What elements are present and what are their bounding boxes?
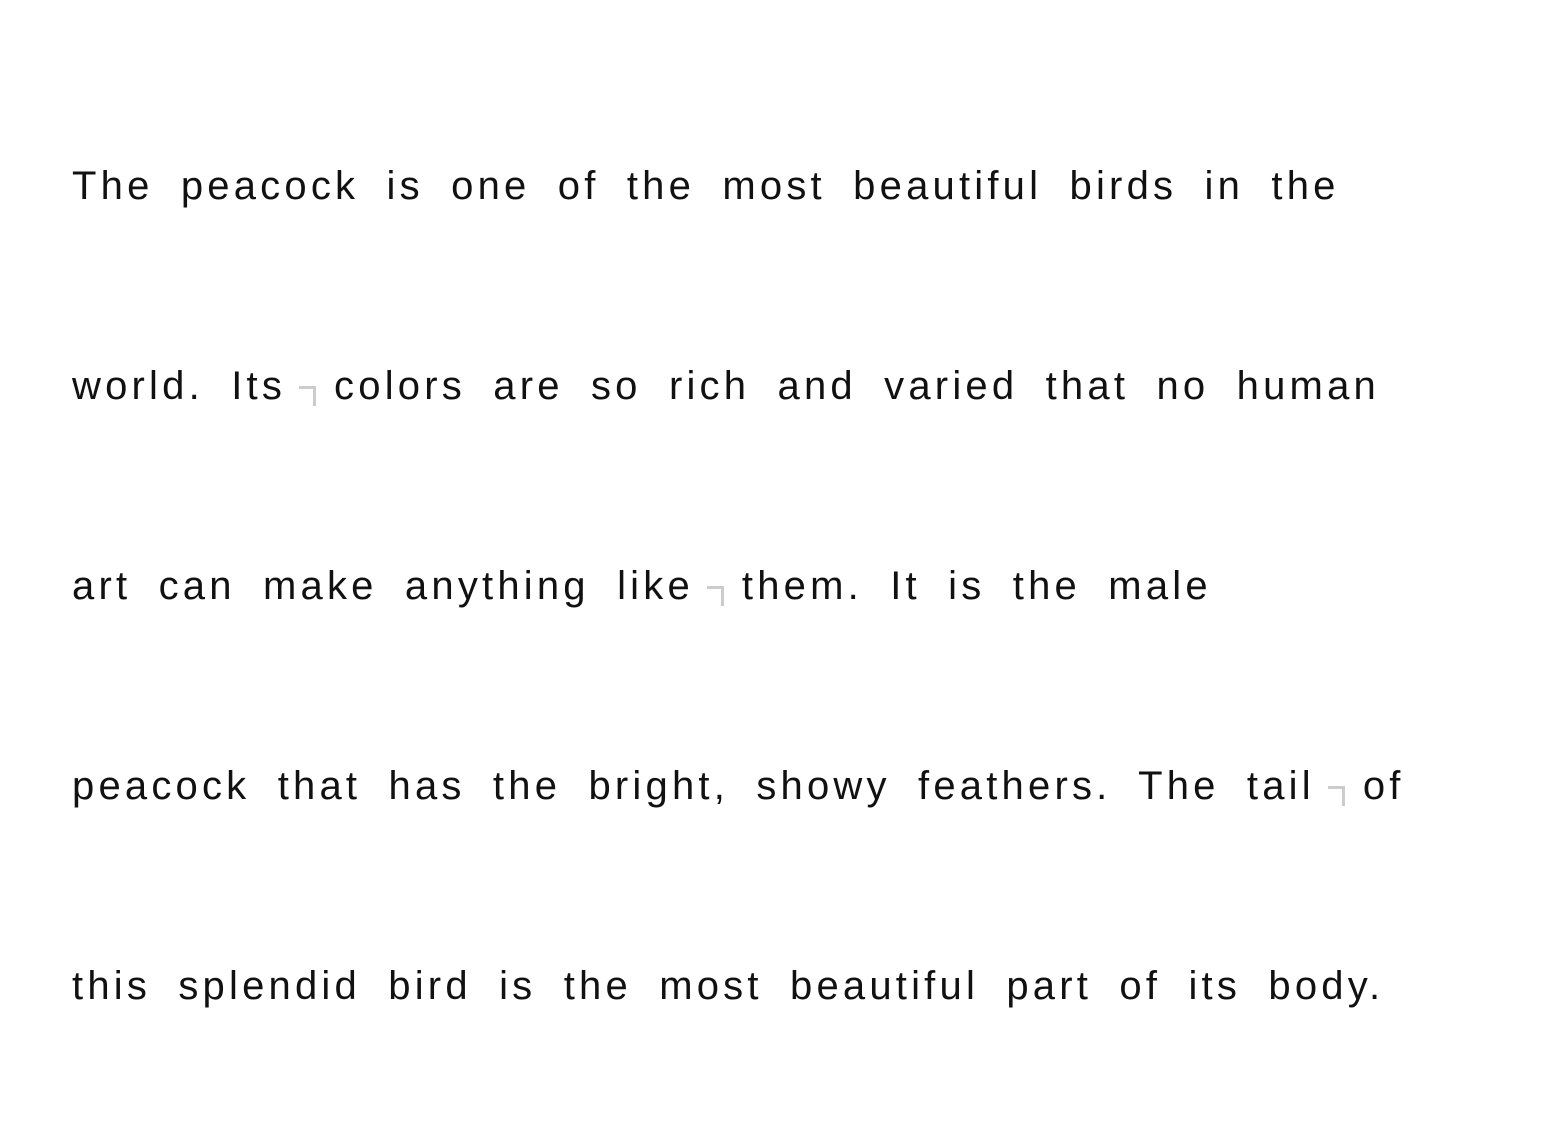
text-line-1-content: The peacock is one of the most beautiful birds in the — [72, 164, 1340, 208]
text-line-5-content: this splendid bird is the most beautiful part of its body. — [72, 964, 1385, 1008]
text-line-2 — [72, 362, 1380, 410]
text-line-3-after: them. It is the male — [741, 564, 1212, 608]
text-line-3 — [72, 562, 1212, 610]
text-line-1 — [72, 162, 1340, 210]
line-break-mark-icon — [1325, 762, 1349, 810]
text-line-4-after: of — [1362, 764, 1405, 808]
line-break-mark-icon — [296, 362, 320, 410]
text-line-4-before: peacock that has the bright, showy feathers. The tail — [72, 764, 1315, 808]
line-break-mark-icon — [704, 562, 728, 610]
text-line-3-before: art can make anything like — [72, 564, 694, 608]
text-line-2-after: colors are so rich and varied that no human — [334, 364, 1380, 408]
text-line-2-before: world. Its — [72, 364, 287, 408]
text-line-5 — [72, 962, 1384, 1010]
text-line-4 — [72, 762, 1405, 810]
